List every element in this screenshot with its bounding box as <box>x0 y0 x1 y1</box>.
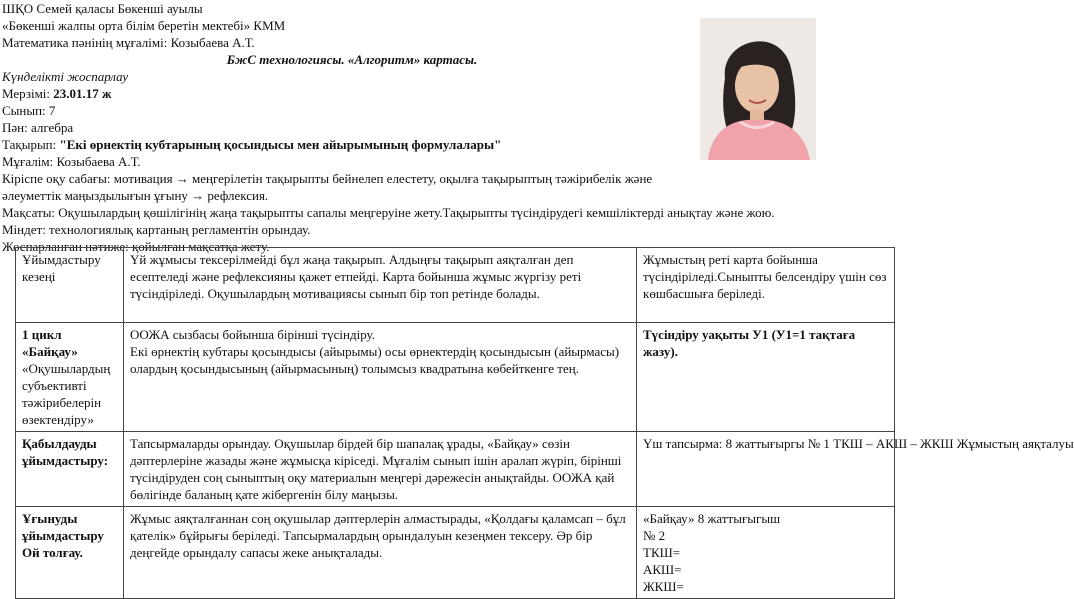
stage-cell: Ұйымдастыру кезеңі <box>16 248 124 323</box>
intro-line-2: әлеуметтік маңыздылығын ұғыну → рефлексия. <box>2 188 269 203</box>
note-cell: Жұмыстың реті карта бойынша түсіндіріледі.Сыныпты белсендіру үшін сөз көшбасшыға беріледі. <box>637 248 895 323</box>
stage-cell: Қабылдауды ұйымдастыру: <box>16 432 124 507</box>
teacher-line: Мұғалім: Козыбаева А.Т. <box>2 154 141 169</box>
note-cell <box>637 507 895 599</box>
table-row <box>16 507 895 599</box>
note-cell <box>637 432 1074 507</box>
teacher-subject: Математика пәнінің мұғалімі: Козыбаева А.Т. <box>2 35 255 50</box>
date-label: Мерзімі: <box>2 86 54 101</box>
teacher-photo <box>700 18 816 160</box>
date-value: 23.01.17 ж <box>53 86 112 101</box>
table-row <box>16 432 895 507</box>
content-text: ООЖА сызбасы бойынша бірінші түсіндіру. Екі өрнектің кубтары қосындысы (айырымы) осы өрнектердің қосындысын (айырмасы) олардың қосындысының (айырмасының) толымсыз квадратына көбейткенге тең. <box>130 327 620 376</box>
table-row <box>16 248 895 323</box>
school-name: «Бөкенші жалпы орта білім беретін мектебі» КММ <box>2 18 286 33</box>
date-line <box>2 85 702 102</box>
note-cell: Түсіндіру уақыты У1 (У1=1 тақтаға жазу). <box>637 323 895 432</box>
table-row <box>16 323 895 432</box>
plan-label: Күнделікті жоспарлау <box>2 69 129 84</box>
lesson-plan-table <box>15 247 1074 599</box>
stage-title: 1 цикл «Байқау» <box>22 327 78 359</box>
teacher-portrait-icon <box>700 18 816 160</box>
intro-line-1: Кіріспе оқу сабағы: мотивация → меңгерілетін тақырыпты бейнелеп елестету, оқылға тақырыптың тәжірибелік және <box>2 171 653 186</box>
document-header <box>2 0 775 255</box>
task-line: Міндет: технологиялық картаның регламентін орындау. <box>2 222 311 237</box>
document-title: БжС технологиясы. «Алгоритм» картасы. <box>226 52 478 67</box>
class-line: Сынып: 7 <box>2 103 56 118</box>
stage-cell: Ұғынуды ұйымдастыру Ой толғау. <box>16 507 124 599</box>
content-cell: Тапсырмаларды орындау. Оқушылар бірдей бір шапалақ ұрады, «Байқау» сөзін дәптерлеріне жазады және жұмысқа кіріседі. Мұғалім сынып ішін аралап жүріп, бірінші түсіндіруден соң сыныптың оқу материалын меңгері дәрежесін анықтайды. ООЖА қай бөлігінде баланың қате жібергенін білу маңызы. <box>124 432 637 507</box>
content-cell <box>124 323 637 432</box>
note-text: Үш тапсырма: 8 жаттығыргы № 1 ТКШ – АКШ – ЖКШ Жұмыстың аяқталуы <box>643 436 1074 451</box>
school-location: ШҚО Семей қаласы Бөкенші ауылы <box>2 1 203 16</box>
content-cell: Үй жұмысы тексерілмейді бұл жаңа тақырып. Алдыңғы тақырып аяқталған деп есептеледі және рефлексияны қажет етпейді. Карта бойынша жұмыс жүргізу реті түсіндіріледі. Оқушылардың мотивациясы сынып бір топ ретінде болады. <box>124 248 637 323</box>
goal-line: Мақсаты: Оқушылардың қөшілігінің жаңа тақырыпты сапалы меңгеруіне жету.Тақырыпты түсіндірудегі кемшіліктерді анықтау және жою. <box>2 205 775 220</box>
content-cell: Жұмыс аяқталғаннан соң оқушылар дәптерлерін алмастырады, «Қолдағы қаламсап – бұл қателік» бұйрығы беріледі. Тапсырмалардың орындалуын кезеңмен тексеру. Әр бір деңгейде орындалу сапасы жеке анықталады. <box>124 507 637 599</box>
stage-description: «Оқушылардың субъективті тәжірибелерін өзектендіру» <box>22 361 111 427</box>
stage-cell <box>16 323 124 432</box>
note-text: «Байқау» 8 жаттығыгыш № 2 ТКШ= АКШ= ЖКШ= <box>643 511 781 594</box>
subject-line: Пән: алгебра <box>2 120 74 135</box>
topic-value: "Екі өрнектің кубтарының қосындысы мен айырымының формулалары" <box>59 137 502 152</box>
topic-line <box>2 136 702 153</box>
topic-label: Тақырып: <box>2 137 60 152</box>
result-line: Жоспарланған нәтиже: қойылған мақсатқа жету. <box>2 239 270 254</box>
